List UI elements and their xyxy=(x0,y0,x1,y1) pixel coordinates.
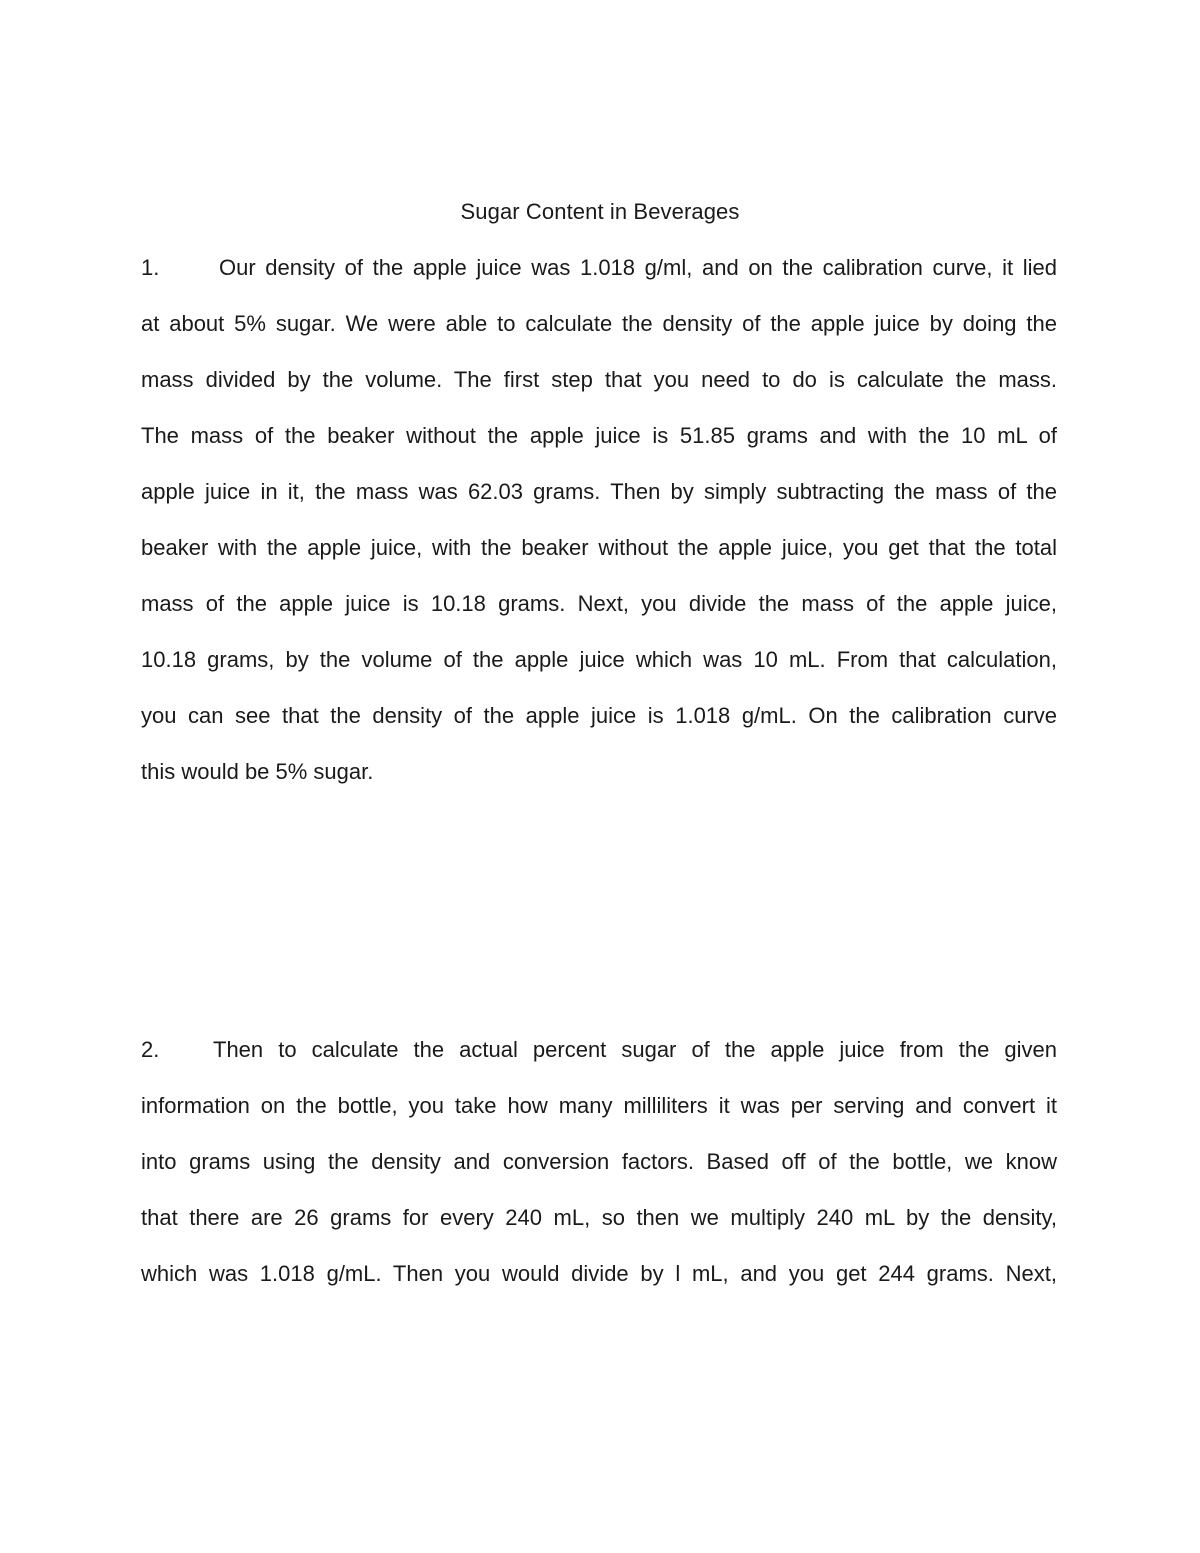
paragraph-2-line-4: that there are 26 grams for every 240 mL, so then we multiply 240 mL by the density, xyxy=(141,1205,1057,1230)
paragraph-2-line-1-text: Then to calculate the actual percent sugar of the apple juice from the given xyxy=(213,1037,1057,1062)
paragraph-1-line-6: beaker with the apple juice, with the beaker without the apple juice, you get that the total xyxy=(141,535,1057,560)
paragraph-1-line-4: The mass of the beaker without the apple juice is 51.85 grams and with the 10 mL of xyxy=(141,423,1057,448)
paragraph-1-line-7: mass of the apple juice is 10.18 grams. Next, you divide the mass of the apple juice, xyxy=(141,591,1057,616)
paragraph-2-number: 2. xyxy=(141,1037,160,1062)
paragraph-1-line-5: apple juice in it, the mass was 62.03 grams. Then by simply subtracting the mass of the xyxy=(141,479,1057,504)
paragraph-1-line-2: at about 5% sugar. We were able to calculate the density of the apple juice by doing the xyxy=(141,311,1057,336)
paragraph-1-line-8: 10.18 grams, by the volume of the apple juice which was 10 mL. From that calculation, xyxy=(141,647,1057,672)
paragraph-2-line-2: information on the bottle, you take how many milliliters it was per serving and convert it xyxy=(141,1093,1057,1118)
paragraph-1-line-1-text: Our density of the apple juice was 1.018 g/ml, and on the calibration curve, it lied xyxy=(219,255,1057,280)
paragraph-1 xyxy=(141,240,1057,800)
paragraph-2-line-3: into grams using the density and conversion factors. Based off of the bottle, we know xyxy=(141,1149,1057,1174)
document-title: Sugar Content in Beverages xyxy=(460,199,740,224)
paragraph-1-line-9: you can see that the density of the apple juice is 1.018 g/mL. On the calibration curve xyxy=(141,703,1057,728)
paragraph-2-line-5: which was 1.018 g/mL. Then you would divide by l mL, and you get 244 grams. Next, xyxy=(141,1261,1057,1286)
paragraph-2-line-1 xyxy=(141,1022,1057,1078)
paragraph-1-line-1 xyxy=(141,240,1057,296)
paragraph-1-number: 1. xyxy=(141,255,160,280)
paragraph-1-line-10: this would be 5% sugar. xyxy=(141,759,374,784)
paragraph-2 xyxy=(141,1022,1057,1302)
paragraph-1-line-3: mass divided by the volume. The first step that you need to do is calculate the mass. xyxy=(141,367,1057,392)
